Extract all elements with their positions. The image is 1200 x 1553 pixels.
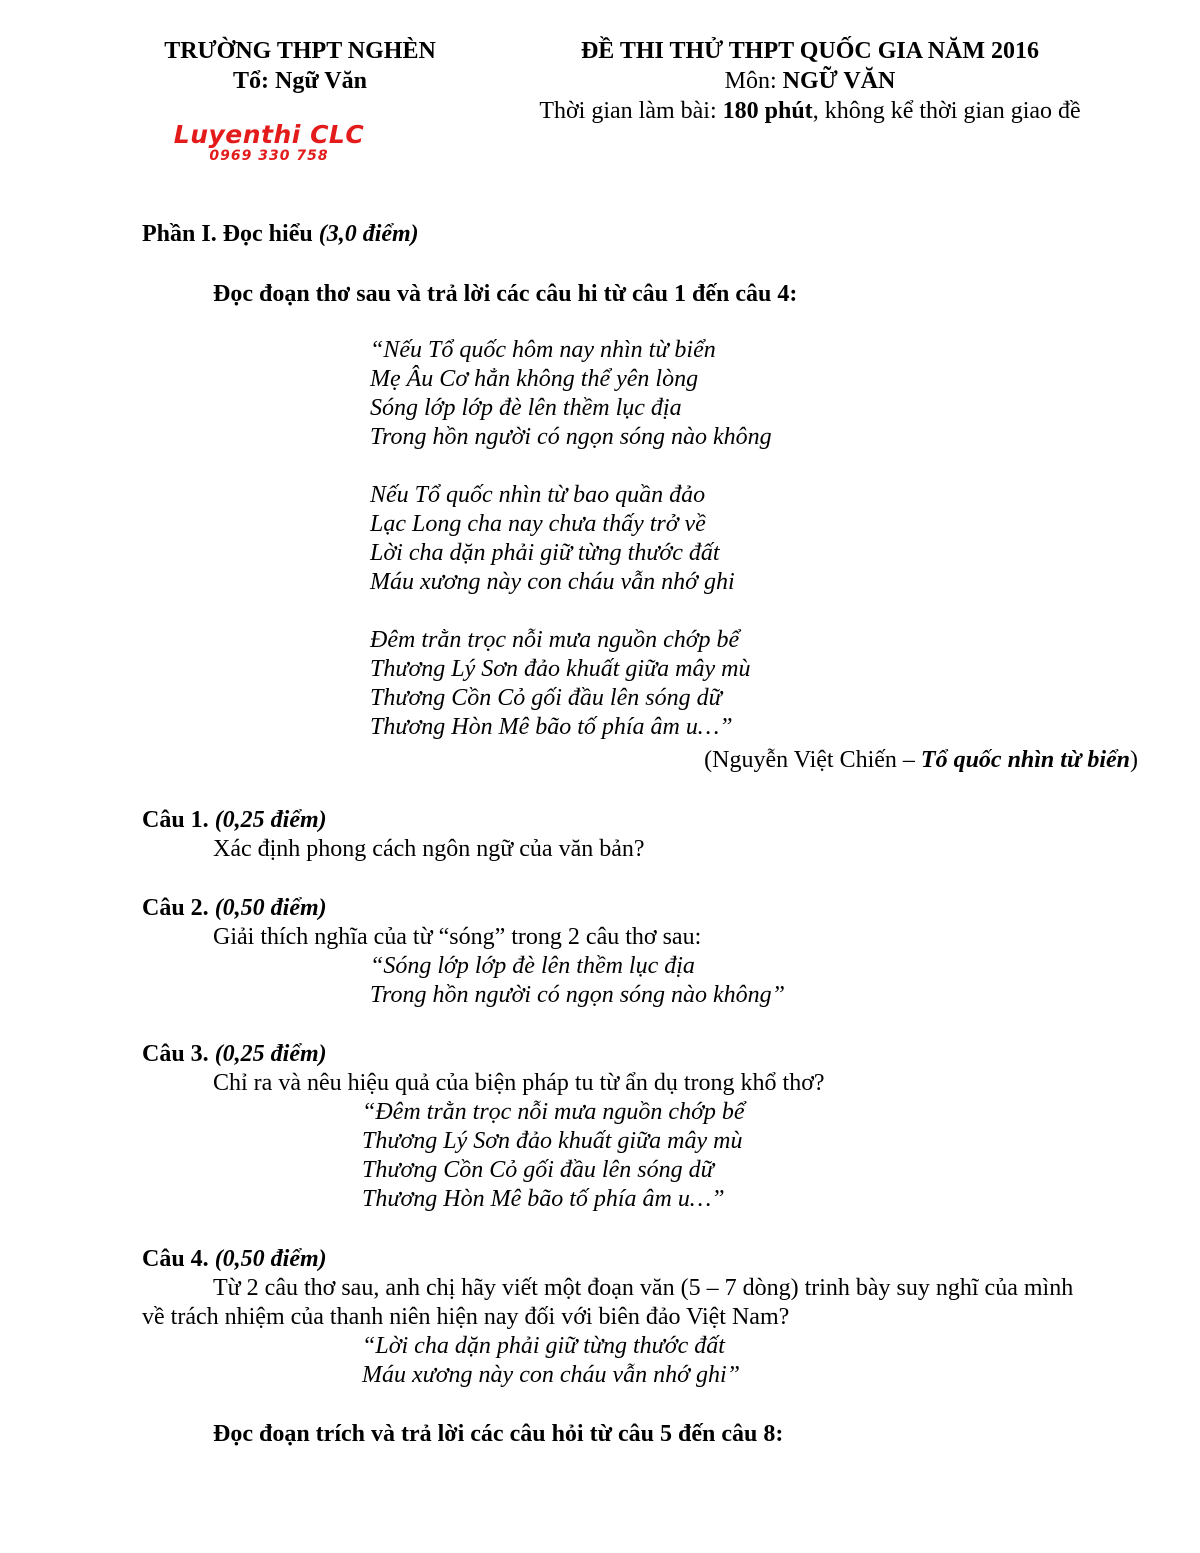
question-label: Câu 1. xyxy=(142,807,215,833)
part-points: (3,0 điểm) xyxy=(318,221,419,247)
question-3-heading xyxy=(142,1040,327,1069)
instruction-1: Đọc đoạn thơ sau và trả lời các câu hi từ câu 1 đến câu 4: xyxy=(213,281,798,307)
question-2-quote xyxy=(370,952,785,1010)
question-4-text-line-2: về trách nhiệm của thanh niên hiện nay đối với biên đảo Việt Nam? xyxy=(142,1304,790,1330)
subject-prefix: Môn: xyxy=(724,68,783,94)
quote-line: “Đêm trằn trọc nỗi mưa nguồn chớp bể xyxy=(362,1099,745,1125)
time-value: 180 phút xyxy=(722,98,813,124)
question-1-text: Xác định phong cách ngôn ngữ của văn bản? xyxy=(213,836,645,862)
question-4-heading xyxy=(142,1245,327,1274)
question-4-text-line-1: Từ 2 câu thơ sau, anh chị hãy viết một đoạn văn (5 – 7 dòng) trinh bày suy nghĩ của mình xyxy=(213,1275,1074,1301)
part-title xyxy=(142,220,419,249)
part-title-text: Phần I. Đọc hiểu xyxy=(142,221,319,247)
watermark-logo xyxy=(158,120,380,168)
poem xyxy=(370,336,772,742)
poem-line: Đêm trằn trọc nỗi mưa nguồn chớp bể xyxy=(370,627,740,653)
exam-subject xyxy=(510,66,1110,96)
poem-line: Lạc Long cha nay chưa thấy trở về xyxy=(370,511,706,537)
question-points: (0,25 điểm) xyxy=(214,1041,327,1067)
poem-line: Thương Cồn Cỏ gối đầu lên sóng dữ xyxy=(370,685,722,711)
poem-line: “Nếu Tổ quốc hôm nay nhìn từ biển xyxy=(370,337,716,363)
source-title: Tổ quốc nhìn từ biển xyxy=(920,747,1130,773)
quote-line: Thương Hòn Mê bão tố phía âm u…” xyxy=(362,1186,725,1212)
poem-line: Thương Lý Sơn đảo khuất giữa mây mù xyxy=(370,656,751,682)
question-1-heading xyxy=(142,806,327,835)
logo-phone: 0969 330 758 xyxy=(209,148,329,164)
question-3-text: Chỉ ra và nêu hiệu quả của biện pháp tu từ ẩn dụ trong khổ thơ? xyxy=(213,1070,825,1096)
poem-line: Mẹ Âu Cơ hẳn không thể yên lòng xyxy=(370,366,699,392)
quote-line: Trong hồn người có ngọn sóng nào không” xyxy=(370,982,786,1008)
quote-line: Máu xương này con cháu vẫn nhớ ghi” xyxy=(362,1362,740,1388)
question-points: (0,50 điểm) xyxy=(214,895,327,921)
question-2-text: Giải thích nghĩa của từ “sóng” trong 2 câu thơ sau: xyxy=(213,924,702,950)
poem-line: Thương Hòn Mê bão tố phía âm u…” xyxy=(370,714,733,740)
department-name: Tổ: Ngữ Văn xyxy=(233,68,367,94)
poem-line: Máu xương này con cháu vẫn nhớ ghi xyxy=(370,569,735,595)
question-label: Câu 4. xyxy=(142,1246,215,1272)
poem-line: Nếu Tổ quốc nhìn từ bao quần đảo xyxy=(370,482,706,508)
source-close: ) xyxy=(1130,747,1138,773)
question-label: Câu 3. xyxy=(142,1041,215,1067)
question-points: (0,50 điểm) xyxy=(214,1246,327,1272)
logo-brand: Luyenthi CLC xyxy=(173,120,365,149)
exam-title: ĐỀ THI THỬ THPT QUỐC GIA NĂM 2016 xyxy=(580,38,1040,64)
school-name: TRƯỜNG THPT NGHÈN xyxy=(164,38,436,64)
quote-line: Thương Lý Sơn đảo khuất giữa mây mù xyxy=(362,1128,743,1154)
question-points: (0,25 điểm) xyxy=(214,807,327,833)
poem-line: Trong hồn người có ngọn sóng nào không xyxy=(370,424,772,450)
instruction-2: Đọc đoạn trích và trả lời các câu hỏi từ câu 5 đến câu 8: xyxy=(213,1421,784,1447)
quote-line: “Lời cha dặn phải giữ từng thước đất xyxy=(362,1333,725,1359)
poem-source xyxy=(704,746,1138,775)
quote-line: Thương Cồn Cỏ gối đầu lên sóng dữ xyxy=(362,1157,714,1183)
quote-line: “Sóng lớp lớp đè lên thềm lục địa xyxy=(370,953,695,979)
poem-line: Sóng lớp lớp đè lên thềm lục địa xyxy=(370,395,682,421)
question-2-heading xyxy=(142,894,327,923)
stanza-gap xyxy=(370,452,772,481)
question-3-quote xyxy=(362,1098,745,1214)
time-prefix: Thời gian làm bài: xyxy=(539,98,723,124)
subject-name: NGỮ VĂN xyxy=(782,68,896,94)
question-label: Câu 2. xyxy=(142,895,215,921)
time-suffix: , không kể thời gian giao đề xyxy=(812,98,1081,124)
stanza-gap xyxy=(370,597,772,626)
exam-time xyxy=(490,96,1130,126)
poem-line: Lời cha dặn phải giữ từng thước đất xyxy=(370,540,720,566)
source-open: (Nguyễn Việt Chiến – xyxy=(704,747,921,773)
question-4-quote xyxy=(362,1332,740,1390)
